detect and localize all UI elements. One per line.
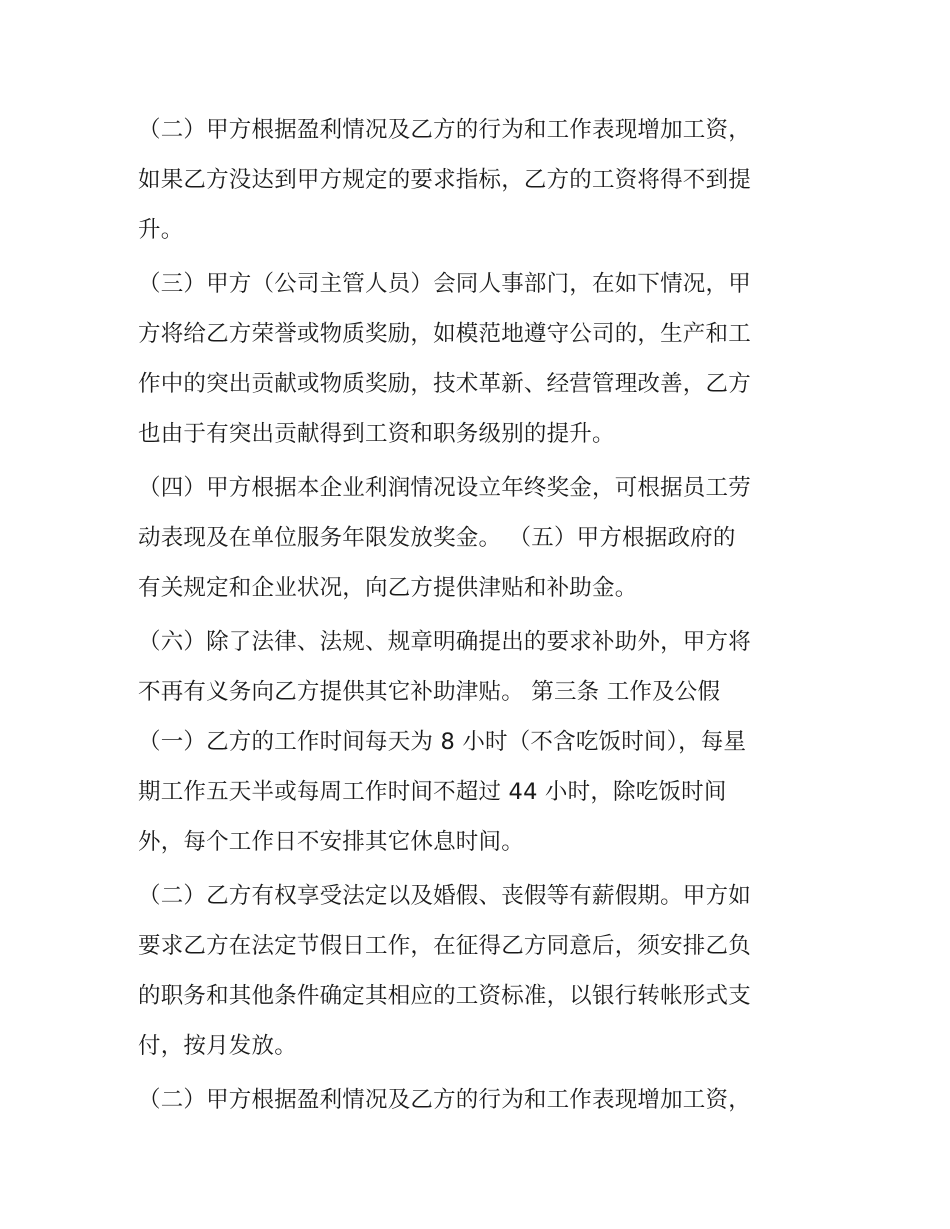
text-line: （一）乙方的工作时间每天为 8 小时（不含吃饭时间），每星: [138, 729, 747, 755]
text-line: 作中的突出贡献或物质奖励，技术革新、经营管理改善，乙方: [138, 371, 751, 397]
text-line: 如果乙方没达到甲方规定的要求指标，乙方的工资将得不到提: [138, 167, 751, 193]
text-line: 方将给乙方荣誉或物质奖励，如模范地遵守公司的，生产和工: [138, 321, 751, 347]
text-line: 付，按月发放。: [138, 1033, 297, 1059]
text-line: （六）除了法律、法规、规章明确提出的要求补助外，甲方将: [138, 629, 751, 655]
text-line: 不再有义务向乙方提供其它补助津贴。 第三条 工作及公假: [138, 679, 721, 705]
text-line: （二）乙方有权享受法定以及婚假、丧假等有薪假期。甲方如: [138, 883, 751, 909]
text-line: 要求乙方在法定节假日工作，在征得乙方同意后，须安排乙负: [138, 933, 751, 959]
text-line: 动表现及在单位服务年限发放奖金。 （五）甲方根据政府的: [138, 525, 736, 551]
text-line: 升。: [138, 217, 184, 243]
text-line: （三）甲方（公司主管人员）会同人事部门，在如下情况，甲: [138, 271, 751, 297]
document-body: [138, 105, 838, 1125]
text-line: 的职务和其他条件确定其相应的工资标准，以银行转帐形式支: [138, 983, 751, 1009]
text-line: （二）甲方根据盈利情况及乙方的行为和工作表现增加工资，: [138, 117, 751, 143]
text-line: 也由于有突出贡献得到工资和职务级别的提升。: [138, 421, 615, 447]
text-line: （四）甲方根据本企业利润情况设立年终奖金，可根据员工劳: [138, 475, 751, 501]
text-line: （二）甲方根据盈利情况及乙方的行为和工作表现增加工资，: [138, 1087, 751, 1113]
text-line: 外，每个工作日不安排其它休息时间。: [138, 829, 524, 855]
text-line: 有关规定和企业状况，向乙方提供津贴和补助金。: [138, 575, 638, 601]
text-line: 期工作五天半或每周工作时间不超过 44 小时，除吃饭时间: [138, 779, 727, 805]
